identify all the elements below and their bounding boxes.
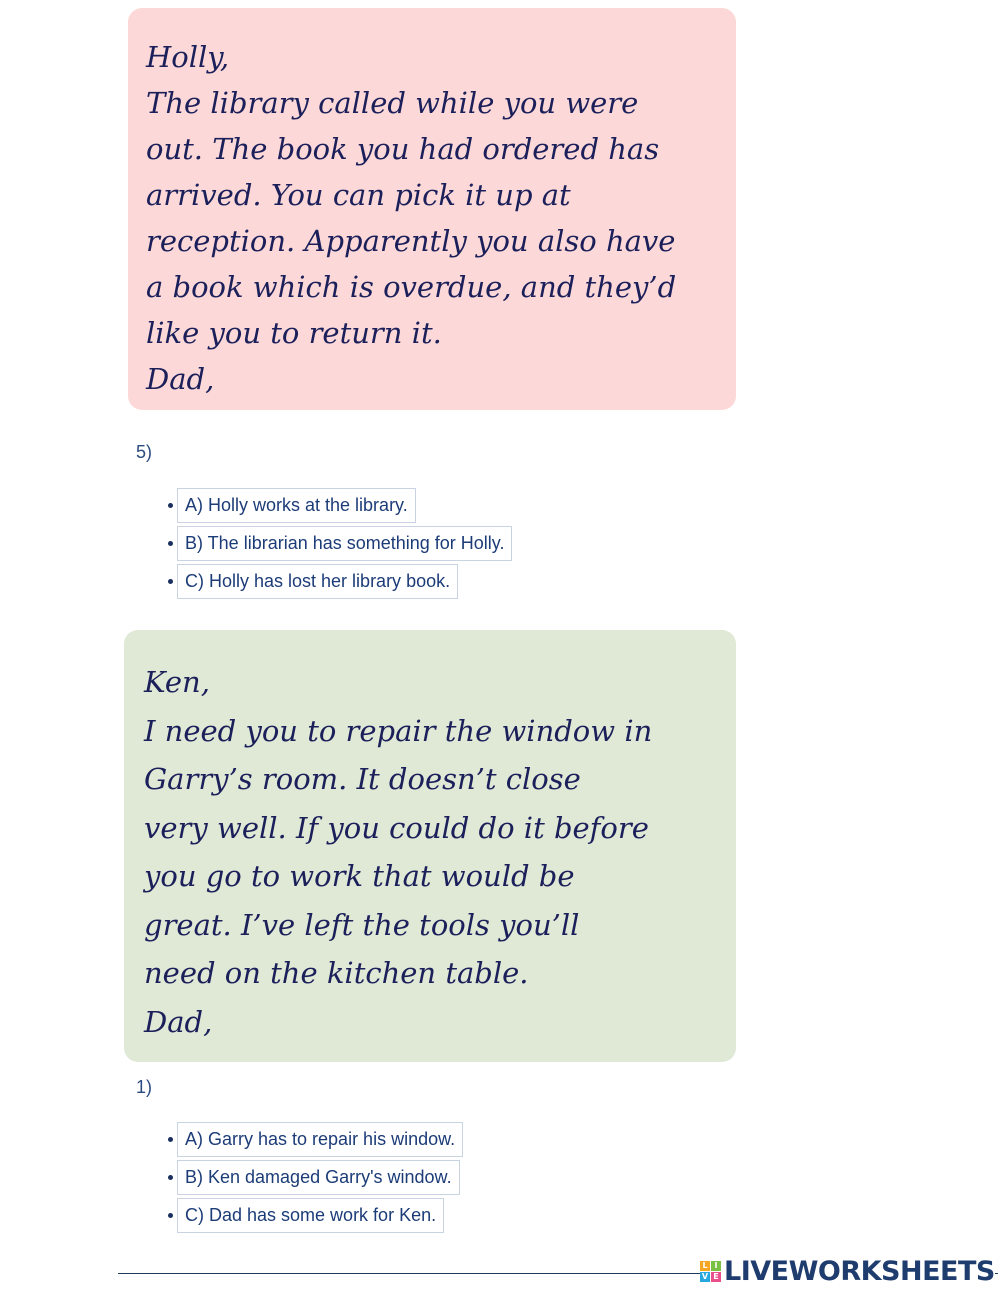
note-line: out. The book you had ordered has (146, 132, 660, 166)
option-c-button[interactable]: C) Dad has some work for Ken. (177, 1198, 444, 1233)
list-item (168, 1120, 463, 1158)
note-line: reception. Apparently you also have (146, 224, 676, 258)
note-line: Dad, (144, 1004, 213, 1039)
logo-badge-letter: L (700, 1261, 710, 1271)
list-item (168, 562, 512, 600)
note-line: Ken, (144, 665, 210, 699)
bullet (168, 1213, 173, 1218)
bullet (168, 503, 173, 508)
option-a-button[interactable]: A) Garry has to repair his window. (177, 1122, 463, 1157)
logo-badge-letter: I (711, 1261, 721, 1271)
logo-badge-letter: E (711, 1272, 721, 1282)
note-line: The library called while you were (146, 86, 639, 120)
note-holly (128, 8, 736, 410)
note-line: very well. If you could do it before (144, 810, 649, 845)
logo-text: LIVEWORKSHEETS (724, 1255, 995, 1287)
question-number: 5) (136, 442, 153, 462)
answer-options (168, 1120, 463, 1234)
note-line: need on the kitchen table. (144, 956, 529, 990)
note-line: Dad, (146, 362, 215, 396)
answer-options (168, 486, 512, 600)
note-line: you go to work that would be (144, 859, 575, 893)
option-c-button[interactable]: C) Holly has lost her library book. (177, 564, 458, 599)
bullet (168, 541, 173, 546)
note-line: a book which is overdue, and they’d (146, 270, 677, 304)
note-ken (124, 630, 736, 1062)
list-item (168, 1158, 463, 1196)
note-line: arrived. You can pick it up at (146, 178, 571, 212)
logo-badge-icon (700, 1261, 721, 1282)
note-line: like you to return it. (146, 316, 442, 350)
note-line: Garry’s room. It doesn’t close (144, 762, 581, 796)
option-b-button[interactable]: B) The librarian has something for Holly. (177, 526, 512, 561)
list-item (168, 524, 512, 562)
option-a-button[interactable]: A) Holly works at the library. (177, 488, 416, 523)
list-item (168, 486, 512, 524)
question-number: 1) (136, 1077, 153, 1097)
list-item (168, 1196, 463, 1234)
bullet (168, 1175, 173, 1180)
note-line: great. I’ve left the tools you’ll (144, 907, 580, 942)
bullet (168, 1137, 173, 1142)
note-line: I need you to repair the window in (144, 713, 653, 748)
bullet (168, 579, 173, 584)
liveworksheets-logo (700, 1255, 995, 1287)
logo-badge-letter: V (701, 1271, 709, 1281)
note-line: Holly, (146, 40, 230, 74)
option-b-button[interactable]: B) Ken damaged Garry's window. (177, 1160, 460, 1195)
